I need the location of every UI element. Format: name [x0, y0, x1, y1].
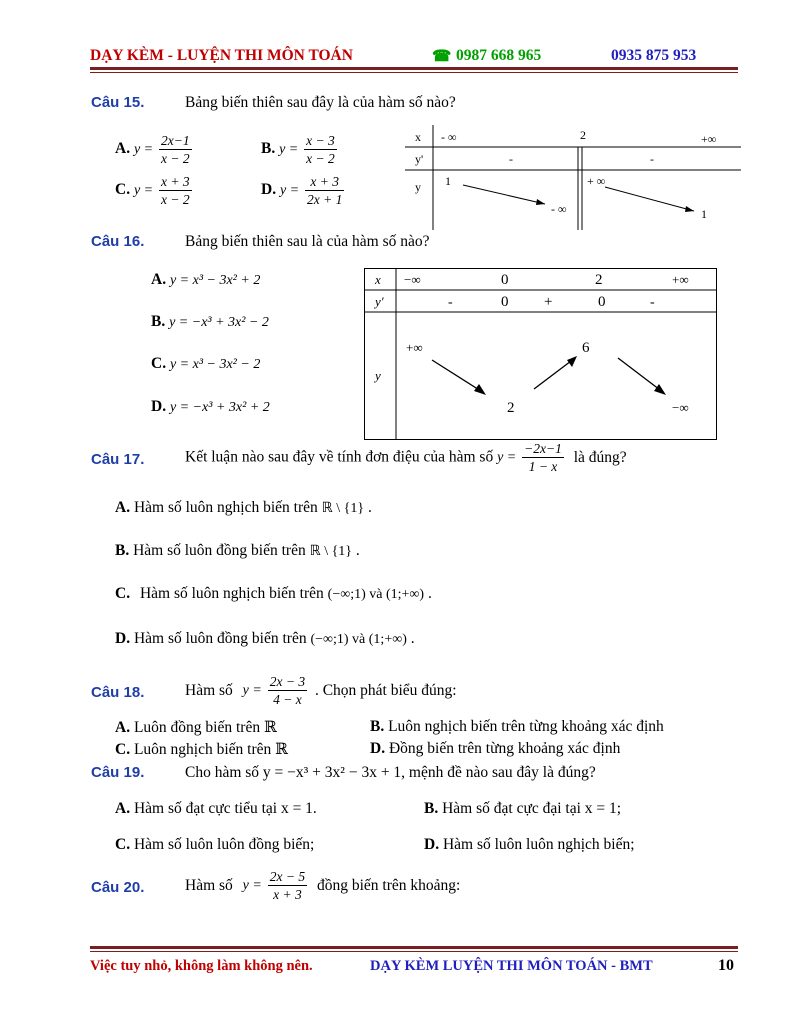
question-17-text-after: là đúng? — [573, 448, 627, 466]
yp-left-sign: - — [509, 152, 513, 166]
arrow-up-icon — [534, 358, 575, 389]
option-expression: y = −x³ + 3x² + 2 — [169, 400, 270, 415]
option-key: D. — [115, 630, 131, 647]
page-number: 10 — [718, 957, 734, 974]
fraction: $\frac{2x-1}{x - 2}$ — [161, 133, 190, 166]
option-key: B. — [424, 800, 439, 817]
option-tail: . — [410, 630, 415, 647]
yp-sign: 0 — [598, 294, 606, 310]
q18-option-c[interactable] — [115, 740, 288, 759]
option-tail: . — [355, 542, 360, 559]
q19-option-d[interactable] — [424, 836, 635, 854]
fraction-lhs: y = — [279, 141, 299, 157]
option-tail: . — [427, 585, 432, 602]
fraction: $\frac{x - 3}{x - 2}$ — [306, 133, 335, 166]
option-text: Hàm số luôn đồng biến trên — [133, 542, 306, 559]
yp-sign: 0 — [501, 294, 509, 310]
option-key: D. — [151, 398, 167, 415]
option-key: A. — [115, 719, 131, 736]
footer-rule-thin — [90, 951, 738, 952]
option-text: Hàm số đạt cực tiểu tại x = 1. — [133, 800, 317, 817]
question-17-text — [185, 440, 627, 475]
fraction-lhs: y = — [279, 182, 300, 198]
x-value: 2 — [595, 272, 603, 288]
option-tail: . — [367, 499, 372, 516]
arrow-down-icon — [605, 187, 694, 211]
option-text: Luôn nghịch biến trên ℝ — [133, 741, 289, 758]
option-text: Luôn đồng biến trên ℝ — [133, 719, 277, 736]
q18-option-a[interactable] — [115, 718, 277, 737]
option-key: D. — [261, 181, 277, 199]
option-math: ℝ \ {1} — [321, 501, 365, 516]
yp-label: y' — [415, 152, 424, 166]
question-20-label: Câu 20. — [91, 879, 145, 896]
q15-variation-table — [405, 125, 741, 235]
option-key: B. — [151, 313, 166, 330]
x-label: x — [415, 130, 421, 144]
option-key: C. — [115, 836, 131, 853]
option-text: Đồng biến trên từng khoảng xác định — [388, 740, 621, 757]
fraction-lhs: y = — [133, 141, 154, 157]
option-math: (−∞;1) và (1;+∞) — [310, 632, 407, 647]
q18-option-d[interactable] — [370, 740, 620, 758]
yp-sign: + — [544, 294, 553, 310]
question-19-label: Câu 19. — [91, 764, 145, 781]
y-value: +∞ — [406, 340, 423, 355]
q19-option-c[interactable] — [115, 836, 314, 854]
option-text: Hàm số luôn đồng biến trên — [133, 630, 307, 647]
x-value: −∞ — [404, 272, 421, 287]
header-phone-1: 0987 668 965 — [456, 47, 542, 64]
question-20-text-after: đồng biến trên khoảng: — [316, 876, 461, 894]
question-18-label: Câu 18. — [91, 684, 145, 701]
option-expression: y = −x³ + 3x² − 2 — [169, 315, 269, 330]
q16-option-c[interactable] — [151, 355, 260, 373]
fraction: $\frac{-2x-1}{1 - x}$ — [524, 441, 562, 474]
footer-rule-thick — [90, 946, 738, 949]
x-value: 0 — [501, 272, 509, 288]
fraction: $\frac{2x - 3}{4 - x}$ — [269, 674, 306, 707]
fraction-lhs: y = — [242, 682, 262, 698]
q18-option-b[interactable] — [370, 718, 664, 736]
y-right-bottom: 1 — [701, 207, 707, 221]
question-16-label: Câu 16. — [91, 233, 145, 250]
option-key: A. — [151, 271, 167, 288]
y-value: 2 — [507, 400, 515, 416]
fraction-lhs: y = — [497, 449, 517, 465]
option-key: C. — [115, 585, 131, 602]
question-20-text-before: Hàm số — [185, 876, 233, 894]
q16-option-b[interactable] — [151, 313, 269, 331]
option-key: B. — [261, 140, 276, 158]
yp-right-sign: - — [650, 152, 654, 166]
question-18-text — [185, 673, 457, 708]
header-phone-2: 0935 875 953 — [611, 47, 697, 64]
arrow-down-icon — [463, 185, 545, 204]
fraction-lhs: y = — [242, 877, 262, 893]
q15-option-a[interactable] — [115, 132, 192, 167]
y-left-top: 1 — [445, 174, 451, 188]
q16-variation-table — [364, 268, 717, 440]
footer-title: DẠY KÈM LUYỆN THI MÔN TOÁN - BMT — [370, 958, 653, 974]
arrow-head-icon — [685, 206, 694, 212]
question-18-text-before: Hàm số — [185, 681, 233, 699]
header-rule-thick — [90, 67, 738, 70]
option-text: Hàm số luôn luôn đồng biến; — [133, 836, 315, 853]
y-label: y — [415, 180, 421, 194]
fraction-lhs: y = — [133, 182, 154, 198]
header-title: DẠY KÈM - LUYỆN THI MÔN TOÁN — [90, 47, 353, 64]
q17-option-d[interactable] — [115, 630, 415, 648]
question-16-text: Bảng biến thiên sau là của hàm số nào? — [185, 233, 430, 250]
phone-icon: ☎ — [432, 48, 452, 65]
option-key: D. — [424, 836, 440, 853]
option-key: D. — [370, 740, 386, 757]
option-text: Hàm số đạt cực đại tại x = 1; — [442, 800, 622, 817]
footer-motto: Việc tuy nhỏ, không làm không nên. — [90, 958, 313, 974]
y-right-top: + ∞ — [587, 174, 606, 188]
yp-sign: - — [448, 295, 453, 310]
option-text: Hàm số luôn luôn nghịch biến; — [442, 836, 635, 853]
question-15-text: Bảng biến thiên sau đây là của hàm số nào? — [185, 94, 456, 111]
option-key: A. — [115, 140, 131, 158]
option-text: Hàm số luôn nghịch biến trên — [139, 585, 324, 602]
yp-label: y' — [375, 294, 384, 309]
q17-option-a[interactable] — [115, 499, 372, 517]
question-20-text — [185, 868, 460, 903]
y-value: 6 — [582, 340, 590, 356]
arrow-head-icon — [474, 384, 486, 395]
option-key: B. — [370, 718, 385, 735]
q16-option-a[interactable] — [151, 271, 260, 289]
yp-sign: - — [650, 295, 655, 310]
q17-option-c[interactable] — [115, 585, 432, 603]
fraction: $\frac{x + 3}{2x + 1}$ — [307, 174, 343, 207]
x-mid: 2 — [580, 128, 586, 142]
option-expression: y = x³ − 3x² − 2 — [169, 357, 261, 372]
q17-option-b[interactable] — [115, 542, 360, 560]
y-left-bottom: - ∞ — [551, 202, 567, 216]
q15-option-b[interactable] — [261, 132, 337, 167]
option-math: (−∞;1) và (1;+∞) — [327, 587, 425, 602]
option-key: A. — [115, 499, 131, 516]
option-math: ℝ \ {1} — [309, 544, 353, 559]
fraction: $\frac{2x - 5}{x + 3}$ — [269, 869, 306, 902]
q15-option-c[interactable] — [115, 173, 192, 208]
q16-option-d[interactable] — [151, 398, 270, 416]
option-expression: y = x³ − 3x² + 2 — [169, 273, 261, 288]
option-key: C. — [151, 355, 167, 372]
option-key: B. — [115, 542, 130, 559]
question-17-label: Câu 17. — [91, 451, 145, 468]
x-value: +∞ — [672, 272, 689, 287]
option-text: Hàm số luôn nghịch biến trên — [133, 499, 318, 516]
option-key: C. — [115, 741, 131, 758]
x-right: +∞ — [701, 132, 717, 146]
header-rule-thin — [90, 72, 738, 73]
q19-option-a[interactable] — [115, 800, 317, 818]
option-text: Luôn nghịch biến trên từng khoảng xác định — [388, 718, 664, 735]
arrow-head-icon — [536, 199, 545, 205]
y-label: y — [375, 368, 381, 383]
question-19-text: Cho hàm số y = −x³ + 3x² − 3x + 1, mệnh đề nào sau đây là đúng? — [185, 764, 596, 781]
option-key: C. — [115, 181, 131, 199]
question-18-text-after: . Chọn phát biểu đúng: — [314, 681, 457, 699]
arrow-head-icon — [567, 356, 577, 367]
q19-option-b[interactable] — [424, 800, 621, 818]
question-15-label: Câu 15. — [91, 94, 145, 111]
question-17-text-before: Kết luận nào sau đây về tính đơn điệu của hàm số — [185, 448, 494, 466]
option-key: A. — [115, 800, 131, 817]
fraction: $\frac{x + 3}{x - 2}$ — [161, 174, 190, 207]
q15-option-d[interactable] — [261, 173, 344, 208]
x-left: - ∞ — [441, 130, 457, 144]
x-label: x — [375, 272, 381, 287]
y-value: −∞ — [672, 400, 689, 415]
arrow-head-icon — [654, 384, 666, 395]
